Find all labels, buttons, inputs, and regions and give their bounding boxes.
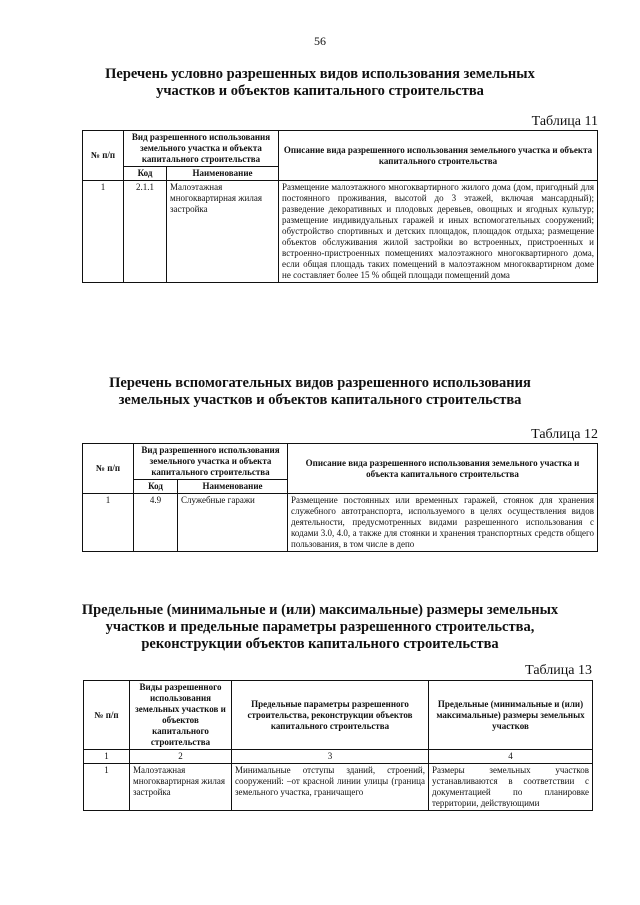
table-13: [83, 680, 593, 811]
row-code: 2.1.1: [124, 181, 167, 283]
section-3-title-line-1: Предельные (минимальные и (или) максимальные) размеры земельных: [81, 602, 559, 618]
row-name: Малоэтажная многоквартирная жилая застройка: [167, 181, 279, 283]
section-1-title: [60, 66, 580, 100]
row-params: Минимальные отступы зданий, строений, сооружений: –от красной линии улицы (граница земельного участка, граничащего: [232, 764, 429, 811]
section-2-title-line-1: Перечень вспомогательных видов разрешенного использования: [109, 375, 531, 391]
row-description: Размещение малоэтажного многоквартирного жилого дома (дом, пригодный для постоянного проживания, высотой до 3 этажей, включая мансардный); разведение декоративных и плодовых деревьев, овощных и ягодных культур; размещение индивидуальных гаражей и иных вспомогательных сооружений; обустройство спортивных и детских площадок, площадок отдыха; размещение объектов обслуживания жилой застройки во встроенных, пристроенных и встроенно-пристроенных помещениях малоэтажного многоквартирного дома, если общая площадь таких помещений в малоэтажном многоквартирном доме не составляет более 15 % общей площади помещений дома: [279, 181, 598, 283]
header-name: Наименование: [178, 480, 288, 494]
section-3-title-line-2: участков и предельные параметры разрешенного строительства,: [105, 619, 535, 635]
column-number: 1: [84, 750, 130, 764]
section-1-title-line-2: участков и объектов капитального строительства: [156, 83, 484, 99]
header-num: № п/п: [83, 444, 134, 494]
header-kind: Вид разрешенного использования земельного участка и объекта капитального строительства: [124, 131, 279, 167]
column-number: 2: [130, 750, 232, 764]
table-12: [82, 443, 598, 552]
row-num: 1: [83, 494, 134, 552]
header-code: Код: [134, 480, 178, 494]
table-11-caption: Таблица 11: [531, 114, 598, 129]
row-kind: Малоэтажная многоквартирная жилая застройка: [130, 764, 232, 811]
section-3-title: [40, 602, 600, 653]
header-kinds: Виды разрешенного использования земельных участков и объектов капитального строительства: [130, 681, 232, 750]
header-kind: Вид разрешенного использования земельного участка и объекта капитального строительства: [134, 444, 288, 480]
table-row: [83, 494, 598, 552]
table-12-caption: Таблица 12: [531, 427, 598, 442]
table-13-caption: Таблица 13: [525, 663, 592, 678]
header-description: Описание вида разрешенного использования земельного участка и объекта капитального строительства: [279, 131, 598, 181]
section-2-title: [60, 375, 580, 409]
section-1-title-line-1: Перечень условно разрешенных видов использования земельных: [105, 66, 535, 82]
row-num: 1: [84, 764, 130, 811]
row-code: 4.9: [134, 494, 178, 552]
header-name: Наименование: [167, 167, 279, 181]
section-2-title-line-2: земельных участков и объектов капитального строительства: [118, 392, 522, 408]
header-code: Код: [124, 167, 167, 181]
table-11: [82, 130, 598, 283]
table-row: [84, 764, 593, 811]
row-name: Служебные гаражи: [178, 494, 288, 552]
row-sizes: Размеры земельных участков устанавливаются в соответствии с документацией по планировке территории, действующими: [429, 764, 593, 811]
header-params: Предельные параметры разрешенного строительства, реконструкции объектов капитального строительства: [232, 681, 429, 750]
column-number: 4: [429, 750, 593, 764]
table-row: [83, 181, 598, 283]
header-sizes: Предельные (минимальные и (или) максимальные) размеры земельных участков: [429, 681, 593, 750]
row-num: 1: [83, 181, 124, 283]
header-num: № п/п: [83, 131, 124, 181]
header-description: Описание вида разрешенного использования земельного участка и объекта капитального строительства: [288, 444, 598, 494]
column-number: 3: [232, 750, 429, 764]
section-3-title-line-3: реконструкции объектов капитального строительства: [141, 636, 499, 652]
row-description: Размещение постоянных или временных гаражей, стоянок для хранения служебного автотранспорта, используемого в целях осуществления видов деятельности, предусмотренных видами разрешенного использования с кодами 3.0, 4.0, а также для стоянки и хранения транспортных средств общего пользования, в том числе в депо: [288, 494, 598, 552]
header-num: № п/п: [84, 681, 130, 750]
column-numbers-row: [84, 750, 593, 764]
page-number: 56: [314, 34, 326, 48]
